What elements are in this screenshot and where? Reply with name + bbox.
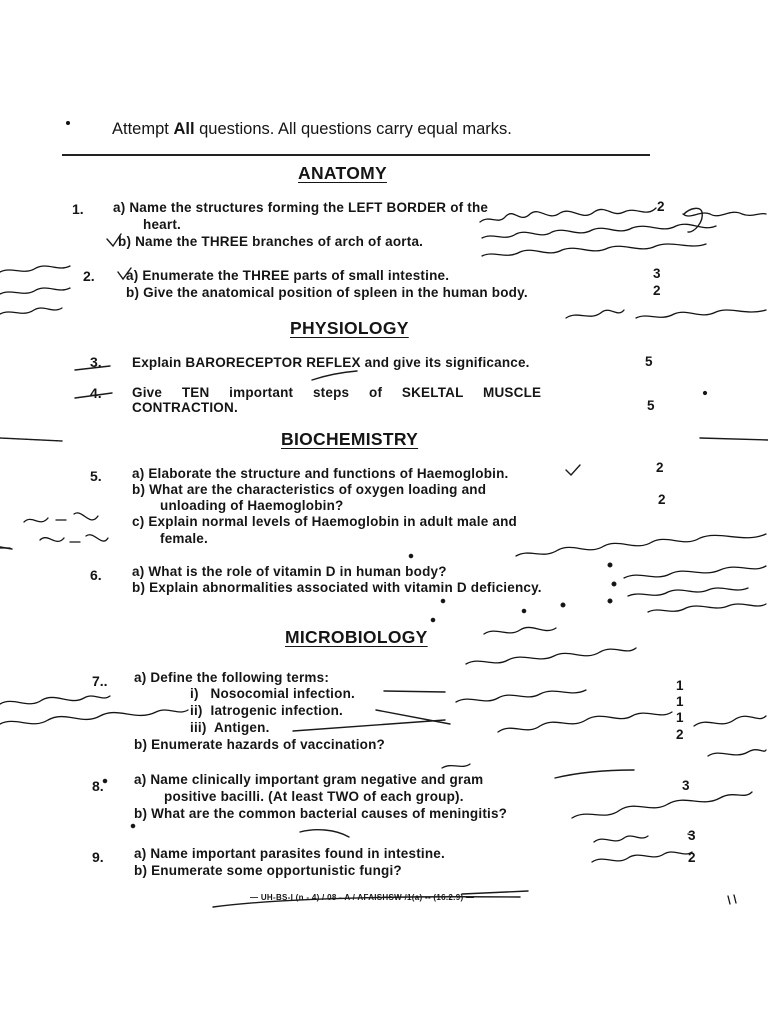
q1a-marks: 2 [657, 199, 665, 214]
q7-mark-1: 1 [676, 678, 684, 693]
q5c-line1: c) Explain normal levels of Haemoglobin in adult male and [132, 514, 517, 529]
q7-i: i) Nosocomial infection. [190, 686, 355, 701]
q8-marks: 3 [682, 778, 690, 793]
q8a-line1: a) Name clinically important gram negative and gram [134, 772, 484, 787]
q9a: a) Name important parasites found in intestine. [134, 846, 445, 861]
q5a: a) Elaborate the structure and functions of Haemoglobin. [132, 466, 509, 481]
section-microbiology: MICROBIOLOGY [285, 627, 428, 647]
q5c-line2: female. [160, 531, 208, 546]
header-rule [62, 154, 650, 156]
q7-ii: ii) Iatrogenic infection. [190, 703, 343, 718]
q4-line1: Give TEN important steps of SKELTAL MUSCLE [132, 385, 542, 400]
q2a-marks: 3 [653, 266, 661, 281]
q8a-line2: positive bacilli. (At least TWO of each group). [164, 789, 464, 804]
q3-marks: 5 [645, 354, 653, 369]
q2-number: 2. [83, 268, 95, 284]
q3-text: Explain BARORECEPTOR REFLEX and give its significance. [132, 355, 530, 370]
q6a: a) What is the role of vitamin D in human body? [132, 564, 447, 579]
section-anatomy: ANATOMY [298, 163, 387, 183]
q6-number: 6. [90, 567, 102, 583]
q1b: b) Name the THREE branches of arch of aorta. [118, 234, 424, 249]
q7-number: 7.. [92, 673, 108, 689]
instructions: Attempt All questions. All questions carry equal marks. [112, 120, 512, 138]
q2a: a) Enumerate the THREE parts of small intestine. [126, 268, 450, 283]
q1-number: 1. [72, 201, 84, 217]
q5-number: 5. [90, 468, 102, 484]
section-physiology: PHYSIOLOGY [290, 318, 409, 338]
q8b: b) What are the common bacterial causes of meningitis? [134, 806, 508, 821]
q3-number: 3. [90, 354, 102, 370]
page-dot [66, 121, 70, 125]
q4-line2: CONTRACTION. [132, 400, 238, 415]
q7-mark-3: 1 [676, 710, 684, 725]
q5b-line2: unloading of Haemoglobin? [160, 498, 344, 513]
q4-marks: 5 [647, 398, 655, 413]
q8-number: 8. [92, 778, 104, 794]
q2b: b) Give the anatomical position of spleen in the human body. [126, 285, 528, 300]
q9-number: 9. [92, 849, 104, 865]
q5a-marks: 2 [656, 460, 664, 475]
q7-mark-2: 1 [676, 694, 684, 709]
q7-iii: iii) Antigen. [190, 720, 270, 735]
q2b-marks: 2 [653, 283, 661, 298]
q4-number: 4. [90, 385, 102, 401]
q9b: b) Enumerate some opportunistic fungi? [134, 863, 402, 878]
q7b: b) Enumerate hazards of vaccination? [134, 737, 386, 752]
footer-code: — UH-BS-I (n - 4) / 08 - A / AFAISHSW /1(a) -- (16.2.9) — [250, 893, 475, 902]
section-biochemistry: BIOCHEMISTRY [281, 429, 419, 449]
q5b-line1: b) What are the characteristics of oxygen loading and [132, 482, 487, 497]
q9-marks-2: 2 [688, 850, 696, 865]
q1a-line1: a) Name the structures forming the LEFT BORDER of the [113, 200, 489, 215]
q9-marks: 3 [688, 828, 696, 843]
q5b-marks: 2 [658, 492, 666, 507]
q7-mark-4: 2 [676, 727, 684, 742]
instructions-bold-word: All [173, 120, 195, 138]
q6b: b) Explain abnormalities associated with vitamin D deficiency. [132, 580, 542, 595]
q1a-line2: heart. [143, 217, 181, 232]
q7a: a) Define the following terms: [134, 670, 330, 685]
